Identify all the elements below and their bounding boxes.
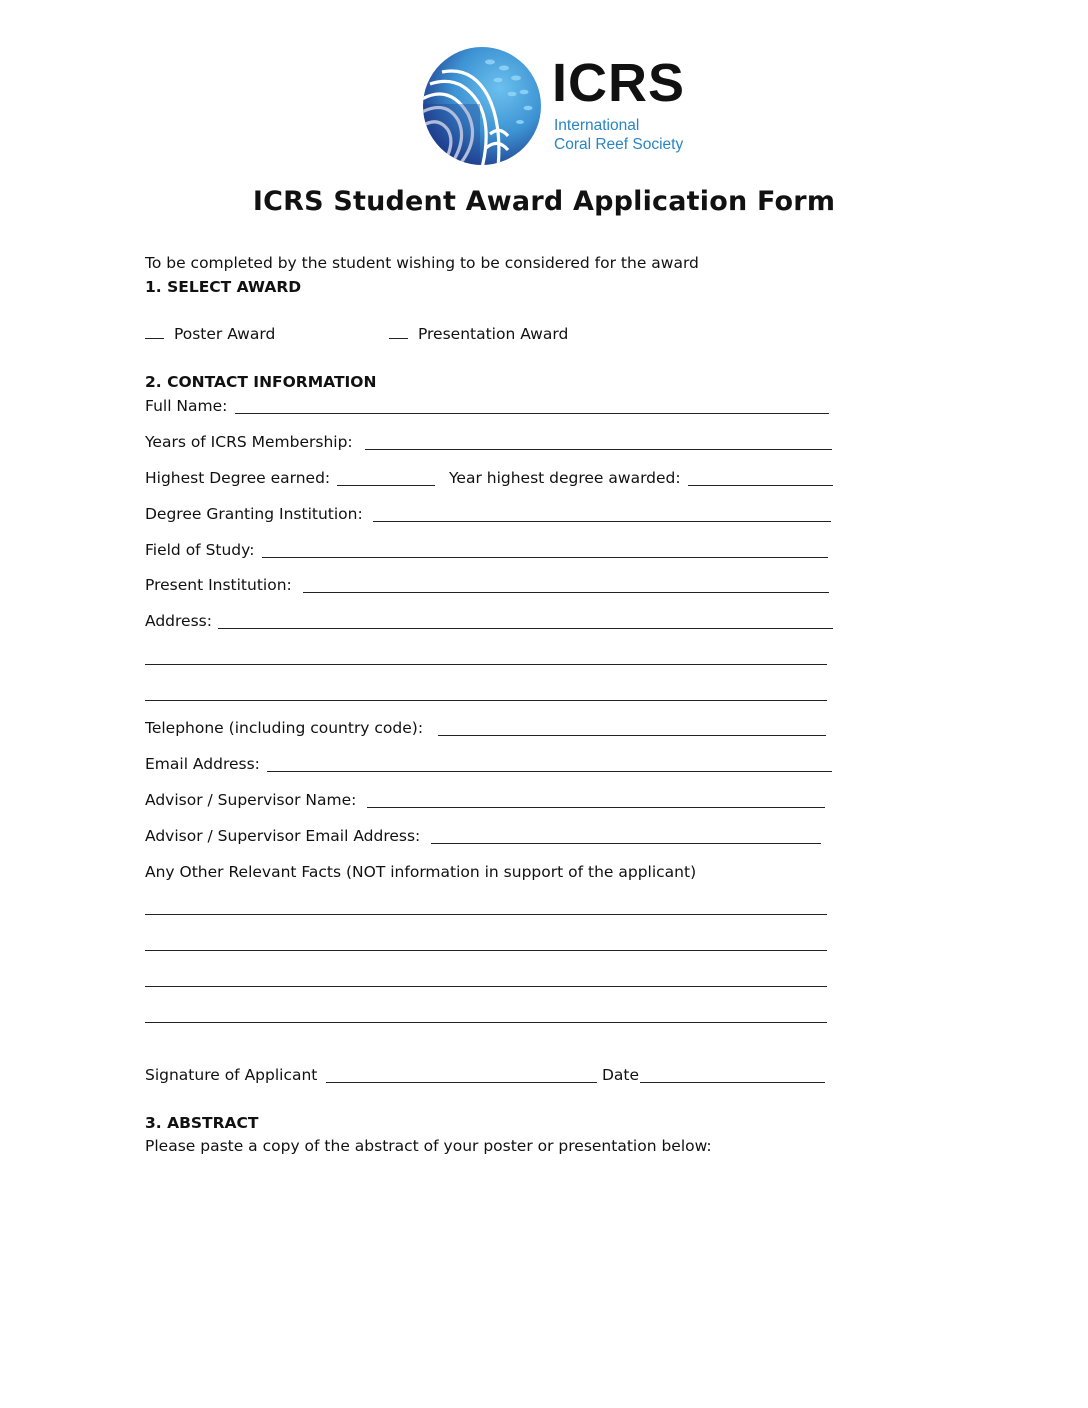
advisor-name-field[interactable] <box>367 807 825 808</box>
present-institution-label: Present Institution: <box>145 576 292 594</box>
intro-text: To be completed by the student wishing to be considered for the award <box>145 254 699 272</box>
telephone-label: Telephone (including country code): <box>145 719 424 737</box>
address-label: Address: <box>145 612 212 630</box>
present-institution-field[interactable] <box>303 592 829 593</box>
degree-institution-field[interactable] <box>373 521 831 522</box>
logo-society-name <box>554 116 683 154</box>
logo-acronym: ICRS <box>552 53 686 113</box>
section1-heading: 1. SELECT AWARD <box>145 278 302 296</box>
full-name-label: Full Name: <box>145 397 228 415</box>
email-label: Email Address: <box>145 755 260 773</box>
signature-field[interactable] <box>326 1082 597 1083</box>
address-field-line3[interactable] <box>145 700 827 701</box>
highest-degree-field[interactable] <box>337 485 435 486</box>
other-facts-field-line3[interactable] <box>145 986 827 987</box>
year-degree-field[interactable] <box>688 485 833 486</box>
years-membership-label: Years of ICRS Membership: <box>145 433 353 451</box>
poster-award-checkbox-blank[interactable] <box>145 338 164 339</box>
other-facts-field-line1[interactable] <box>145 914 827 915</box>
coral-globe-icon <box>420 44 544 168</box>
logo-name-line1: International <box>554 117 640 134</box>
section2-heading: 2. CONTACT INFORMATION <box>145 373 377 391</box>
logo-name-line2: Coral Reef Society <box>554 136 684 153</box>
signature-label: Signature of Applicant <box>145 1066 318 1084</box>
years-membership-field[interactable] <box>365 449 832 450</box>
advisor-email-label: Advisor / Supervisor Email Address: <box>145 827 421 845</box>
icrs-logo <box>420 44 720 170</box>
field-of-study-field[interactable] <box>262 557 828 558</box>
poster-award-label: Poster Award <box>173 325 276 343</box>
abstract-instructions: Please paste a copy of the abstract of your poster or presentation below: <box>145 1137 712 1155</box>
advisor-name-label: Advisor / Supervisor Name: <box>145 791 357 809</box>
other-facts-field-line2[interactable] <box>145 950 827 951</box>
field-of-study-label: Field of Study: <box>145 541 255 559</box>
highest-degree-label: Highest Degree earned: <box>145 469 331 487</box>
presentation-award-option[interactable] <box>389 324 568 344</box>
full-name-field[interactable] <box>235 413 829 414</box>
presentation-award-checkbox-blank[interactable] <box>389 338 408 339</box>
degree-institution-label: Degree Granting Institution: <box>145 505 363 523</box>
other-facts-field-line4[interactable] <box>145 1022 827 1023</box>
other-facts-label: Any Other Relevant Facts (NOT information in support of the applicant) <box>145 863 697 881</box>
poster-award-option[interactable] <box>145 324 275 344</box>
date-field[interactable] <box>640 1082 825 1083</box>
advisor-email-field[interactable] <box>431 843 821 844</box>
presentation-award-label: Presentation Award <box>417 325 569 343</box>
address-field-line1[interactable] <box>218 628 833 629</box>
year-degree-label: Year highest degree awarded: <box>449 469 681 487</box>
telephone-field[interactable] <box>438 735 826 736</box>
section3-heading: 3. ABSTRACT <box>145 1114 259 1132</box>
email-field[interactable] <box>267 771 832 772</box>
date-label: Date <box>602 1066 640 1084</box>
form-title: ICRS Student Award Application Form <box>252 186 836 217</box>
address-field-line2[interactable] <box>145 664 827 665</box>
